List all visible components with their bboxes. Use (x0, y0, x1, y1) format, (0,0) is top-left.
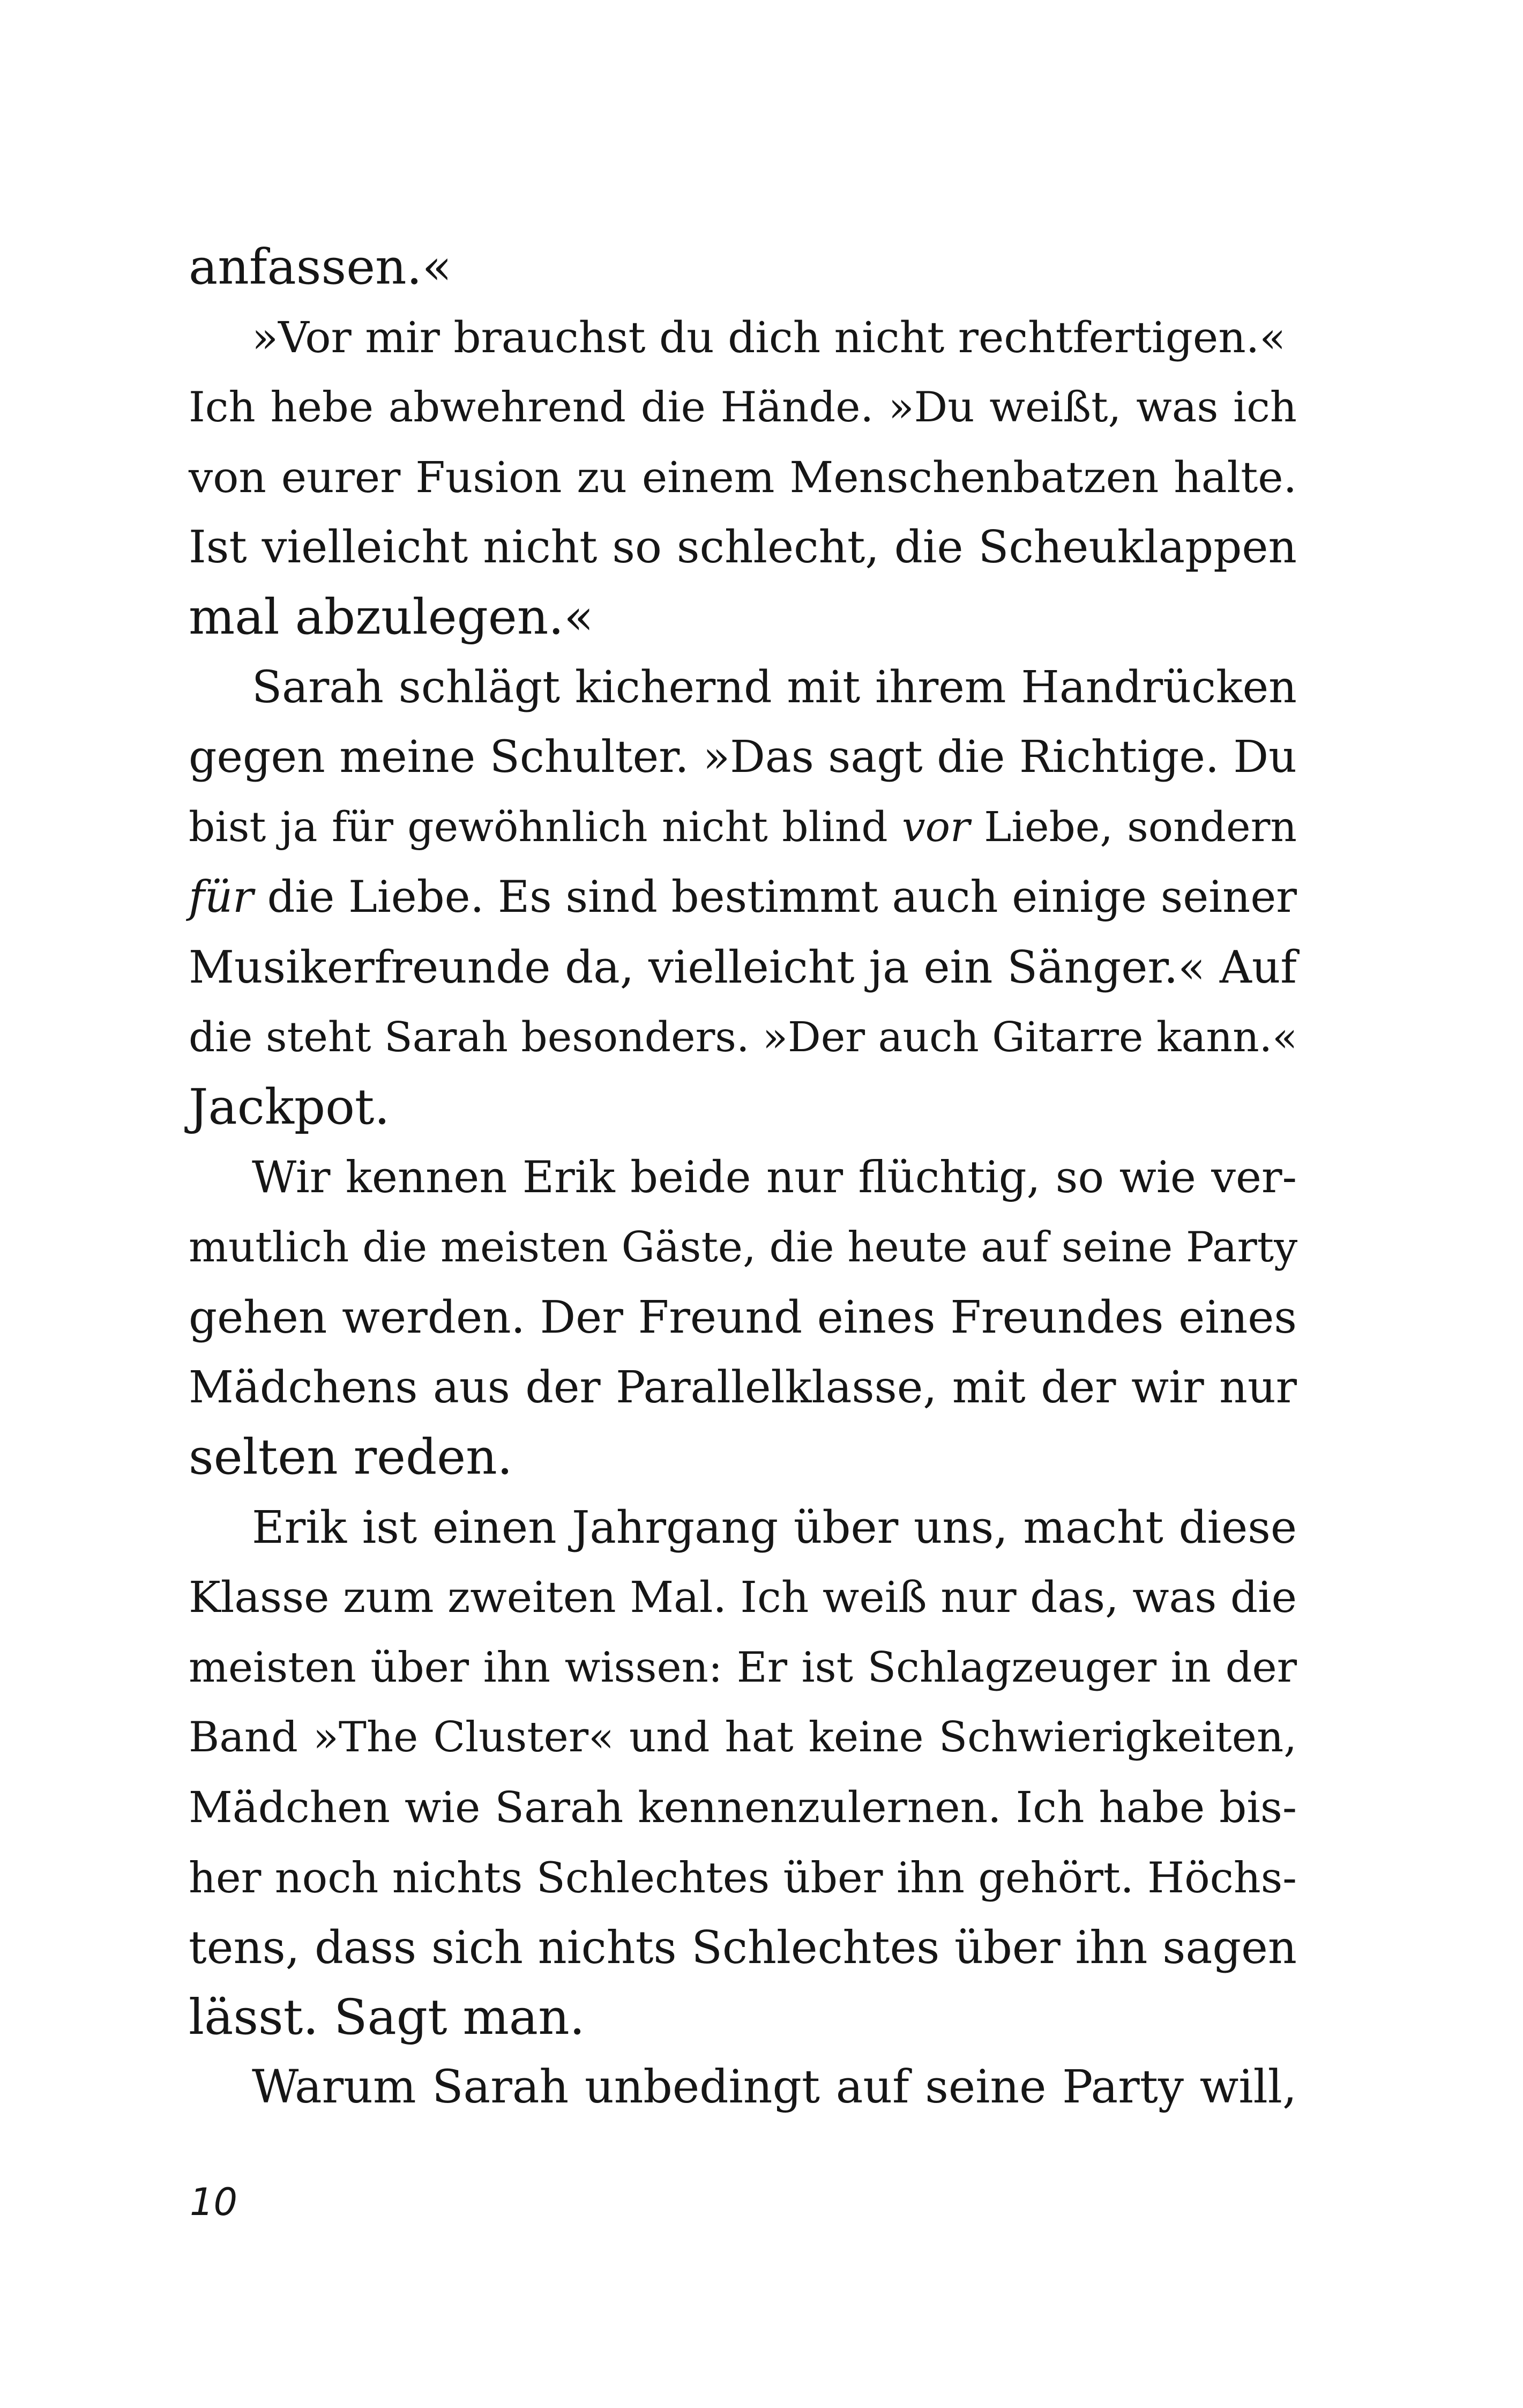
text-line: Musikerfreunde da, vielleicht ja ein Sänger.« Auf (189, 941, 1297, 993)
text-line: Wir kennen Erik beide nur flüchtig, so wie ver- (252, 1152, 1297, 1203)
text-line: Klasse zum zweiten Mal. Ich weiß nur das, was die (189, 1572, 1297, 1623)
text-line: Ist vielleicht nicht so schlecht, die Scheuklappen (189, 521, 1297, 574)
text-line (189, 863, 1297, 933)
text-line: Warum Sarah unbedingt auf seine Party will, (252, 2061, 1297, 2114)
text-line: von eurer Fusion zu einem Menschenbatzen halte. (189, 452, 1297, 502)
text-line: lässt. Sagt man. (189, 1989, 585, 2046)
text-line: mal abzulegen.« (189, 589, 594, 645)
text-segment: bist ja für gewöhnlich nicht blind (189, 803, 902, 851)
emphasis: vor (902, 803, 970, 851)
text-line: her noch nichts Schlechtes über ihn gehört. Höchs- (189, 1853, 1297, 1902)
text-segment: die Liebe. Es sind bestimmt auch einige seiner (253, 872, 1297, 923)
page-number: 10 (190, 2180, 238, 2224)
text-line: Ich hebe abwehrend die Hände. »Du weißt, was ich (189, 383, 1297, 432)
text-line: die steht Sarah besonders. »Der auch Gitarre kann.« (189, 1013, 1298, 1061)
text-line: selten reden. (189, 1429, 513, 1486)
emphasis: für (189, 872, 253, 923)
body-text (189, 233, 1297, 2123)
text-line: Band »The Cluster« und hat keine Schwierigkeiten, (189, 1713, 1297, 1762)
text-line: gehen werden. Der Freund eines Freundes eines (189, 1291, 1297, 1343)
text-line (189, 793, 1297, 863)
text-line: »Vor mir brauchst du dich nicht rechtfertigen.« (252, 312, 1286, 362)
text-line: Jackpot. (189, 1079, 390, 1136)
text-line: gegen meine Schulter. »Das sagt die Richtige. Du (189, 732, 1297, 783)
text-line: Erik ist einen Jahrgang über uns, macht diese (252, 1501, 1297, 1554)
text-segment: Liebe, sondern (969, 803, 1297, 851)
text-line: Mädchens aus der Parallelklasse, mit der wir nur (189, 1362, 1297, 1413)
text-line: tens, dass sich nichts Schlechtes über ihn sagen (189, 1921, 1297, 1974)
text-line: anfassen.« (189, 239, 452, 295)
text-line: mutlich die meisten Gäste, die heute auf seine Party (189, 1223, 1298, 1272)
text-line: Mädchen wie Sarah kennenzulernen. Ich habe bis- (189, 1782, 1297, 1833)
text-line: meisten über ihn wissen: Er ist Schlagzeuger in der (189, 1643, 1297, 1692)
text-line: Sarah schlägt kichernd mit ihrem Handrücken (252, 662, 1297, 713)
